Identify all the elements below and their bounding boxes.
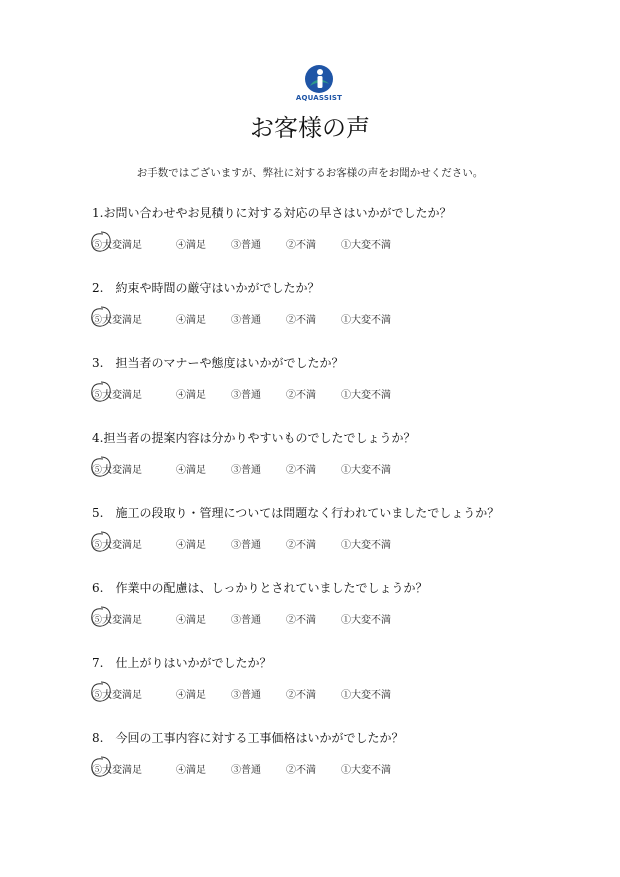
- option-satisfied[interactable]: ④満足: [176, 690, 206, 701]
- hand-drawn-circle-icon: [88, 229, 114, 255]
- logo-mark-icon: [304, 64, 334, 94]
- option-very-satisfied[interactable]: ⑤大変満足: [92, 465, 142, 476]
- option-very-satisfied[interactable]: ⑤大変満足: [92, 615, 142, 626]
- option-dissatisfied[interactable]: ②不満: [286, 690, 316, 701]
- option-dissatisfied[interactable]: ②不満: [286, 765, 316, 776]
- option-satisfied[interactable]: ④満足: [176, 615, 206, 626]
- question-text: 2. 約束や時間の厳守はいかがでしたか？: [92, 281, 320, 295]
- option-neutral[interactable]: ③普通: [231, 765, 261, 776]
- option-very-dissatisfied[interactable]: ①大変不満: [341, 390, 391, 401]
- option-dissatisfied[interactable]: ②不満: [286, 240, 316, 251]
- option-very-dissatisfied[interactable]: ①大変不満: [341, 240, 391, 251]
- question-7: [92, 654, 592, 714]
- option-dissatisfied[interactable]: ②不満: [286, 390, 316, 401]
- hand-drawn-circle-icon: [88, 754, 114, 780]
- option-very-dissatisfied[interactable]: ①大変不満: [341, 315, 391, 326]
- question-2: [92, 279, 592, 339]
- option-neutral[interactable]: ③普通: [231, 315, 261, 326]
- company-logo: [290, 64, 348, 104]
- option-satisfied[interactable]: ④満足: [176, 540, 206, 551]
- option-group: [92, 236, 512, 254]
- option-neutral[interactable]: ③普通: [231, 540, 261, 551]
- option-very-dissatisfied[interactable]: ①大変不満: [341, 465, 391, 476]
- option-group: [92, 311, 512, 329]
- option-satisfied[interactable]: ④満足: [176, 315, 206, 326]
- option-group: [92, 461, 512, 479]
- option-very-dissatisfied[interactable]: ①大変不満: [341, 540, 391, 551]
- question-text: 1.お問い合わせやお見積りに対する対応の早さはいかがでしたか？: [92, 206, 452, 220]
- option-satisfied[interactable]: ④満足: [176, 765, 206, 776]
- question-text: 3. 担当者のマナーや態度はいかがでしたか？: [92, 356, 344, 370]
- question-text: 8. 今回の工事内容に対する工事価格はいかがでしたか？: [92, 731, 404, 745]
- option-neutral[interactable]: ③普通: [231, 240, 261, 251]
- page-title: お客様の声: [250, 114, 370, 142]
- option-dissatisfied[interactable]: ②不満: [286, 615, 316, 626]
- option-very-satisfied[interactable]: ⑤大変満足: [92, 390, 142, 401]
- option-very-satisfied[interactable]: ⑤大変満足: [92, 315, 142, 326]
- option-dissatisfied[interactable]: ②不満: [286, 540, 316, 551]
- question-text: 4.担当者の提案内容は分かりやすいものでしたでしょうか？: [92, 431, 416, 445]
- option-very-satisfied[interactable]: ⑤大変満足: [92, 765, 142, 776]
- question-text: 5. 施工の段取り・管理については問題なく行われていましたでしょうか？: [92, 506, 500, 520]
- hand-drawn-circle-icon: [88, 529, 114, 555]
- option-group: [92, 386, 512, 404]
- question-text: 7. 仕上がりはいかがでしたか？: [92, 656, 272, 670]
- hand-drawn-circle-icon: [88, 304, 114, 330]
- hand-drawn-circle-icon: [88, 454, 114, 480]
- intro-text: お手数ではございますが、弊社に対するお客様の声をお聞かせください。: [136, 167, 484, 179]
- option-group: [92, 536, 512, 554]
- logo-text: AQUASSIST: [295, 94, 343, 102]
- option-dissatisfied[interactable]: ②不満: [286, 315, 316, 326]
- option-neutral[interactable]: ③普通: [231, 690, 261, 701]
- option-dissatisfied[interactable]: ②不満: [286, 465, 316, 476]
- question-5: [92, 504, 592, 564]
- option-neutral[interactable]: ③普通: [231, 615, 261, 626]
- option-very-dissatisfied[interactable]: ①大変不満: [341, 765, 391, 776]
- question-4: [92, 429, 592, 489]
- question-text: 6. 作業中の配慮は、しっかりとされていましたでしょうか？: [92, 581, 428, 595]
- option-group: [92, 611, 512, 629]
- question-3: [92, 354, 592, 414]
- option-very-satisfied[interactable]: ⑤大変満足: [92, 690, 142, 701]
- option-group: [92, 761, 512, 779]
- option-very-satisfied[interactable]: ⑤大変満足: [92, 540, 142, 551]
- option-neutral[interactable]: ③普通: [231, 390, 261, 401]
- option-very-satisfied[interactable]: ⑤大変満足: [92, 240, 142, 251]
- question-8: [92, 729, 592, 789]
- option-satisfied[interactable]: ④満足: [176, 240, 206, 251]
- option-neutral[interactable]: ③普通: [231, 465, 261, 476]
- option-satisfied[interactable]: ④満足: [176, 390, 206, 401]
- question-6: [92, 579, 592, 639]
- option-satisfied[interactable]: ④満足: [176, 465, 206, 476]
- hand-drawn-circle-icon: [88, 379, 114, 405]
- question-1: [92, 204, 592, 264]
- hand-drawn-circle-icon: [88, 604, 114, 630]
- option-group: [92, 686, 512, 704]
- option-very-dissatisfied[interactable]: ①大変不満: [341, 615, 391, 626]
- hand-drawn-circle-icon: [88, 679, 114, 705]
- option-very-dissatisfied[interactable]: ①大変不満: [341, 690, 391, 701]
